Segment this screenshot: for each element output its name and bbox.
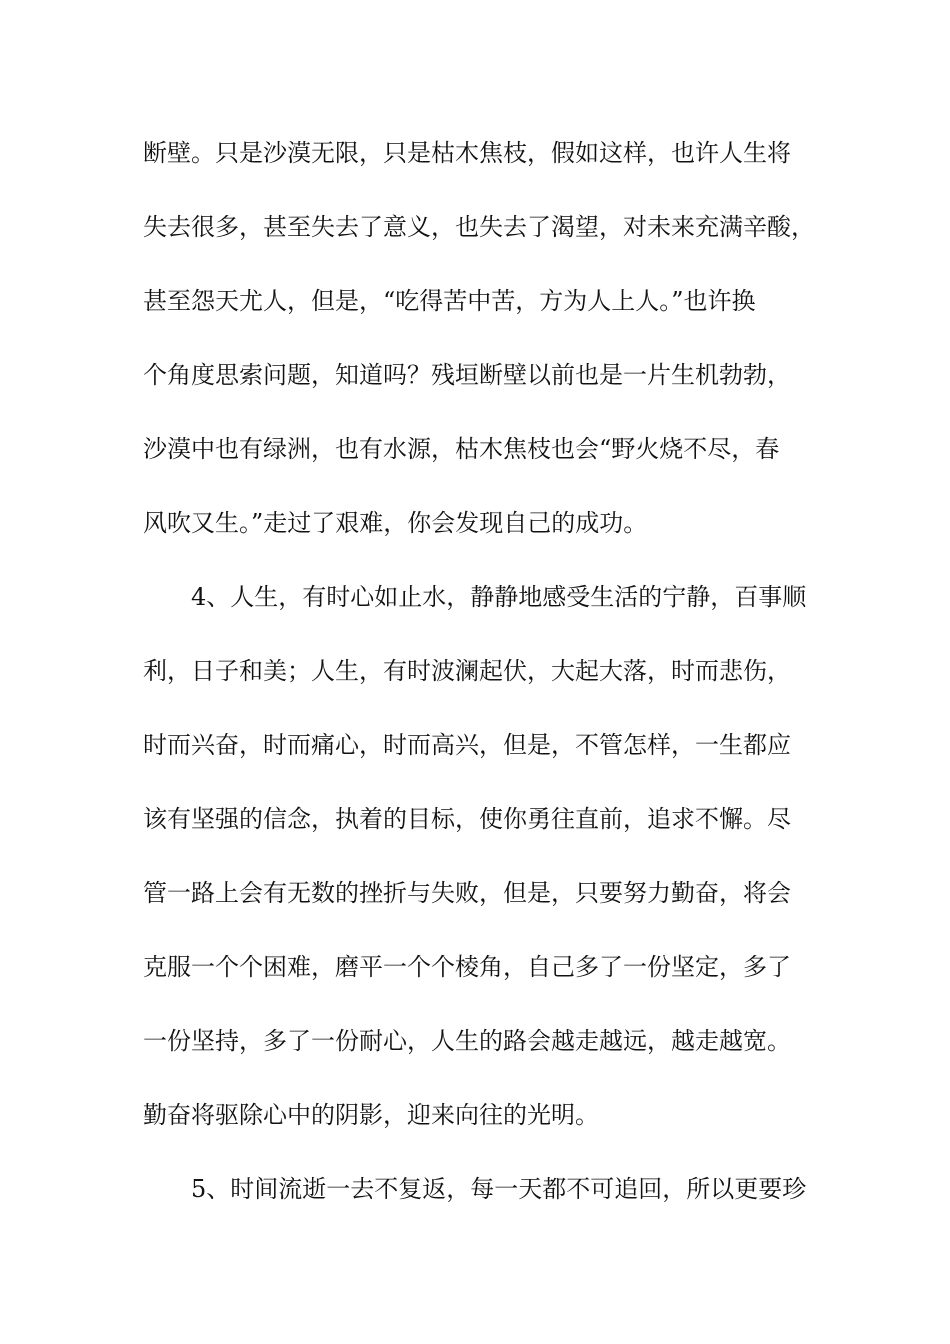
text-line: 断壁。只是沙漠无限，只是枯木焦枝，假如这样，也许人生将 bbox=[143, 139, 791, 167]
text-line: 克服一个个困难，磨平一个个棱角，自己多了一份坚定，多了 bbox=[143, 953, 791, 981]
text-line: 风吹又生。”走过了艰难，你会发现自己的成功。 bbox=[143, 509, 648, 537]
body-text bbox=[143, 129, 843, 1239]
text-line: 勤奋将驱除心中的阴影，迎来向往的光明。 bbox=[143, 1101, 599, 1129]
text-line: 失去很多，甚至失去了意义，也失去了渴望，对未来充满辛酸， bbox=[143, 213, 815, 241]
text-line: 个角度思索问题，知道吗？残垣断壁以前也是一片生机勃勃， bbox=[143, 361, 791, 389]
paragraph-4-start: 4、人生，有时心如止水，静静地感受生活的宁静，百事顺 bbox=[191, 583, 807, 611]
text-line: 利，日子和美；人生，有时波澜起伏，大起大落，时而悲伤， bbox=[143, 657, 791, 685]
text-line: 管一路上会有无数的挫折与失败，但是，只要努力勤奋，将会 bbox=[143, 879, 791, 907]
text-line: 一份坚持，多了一份耐心，人生的路会越走越远，越走越宽。 bbox=[143, 1027, 791, 1055]
text-line: 沙漠中也有绿洲，也有水源，枯木焦枝也会“野火烧不尽，春 bbox=[143, 435, 780, 463]
text-line: 甚至怨天尤人，但是，“吃得苦中苦，方为人上人。”也许换 bbox=[143, 287, 756, 315]
text-line: 时而兴奋，时而痛心，时而高兴，但是，不管怎样，一生都应 bbox=[143, 731, 791, 759]
text-line: 该有坚强的信念，执着的目标，使你勇往直前，追求不懈。尽 bbox=[143, 805, 791, 833]
paragraph-5-start: 5、时间流逝一去不复返，每一天都不可追回，所以更要珍 bbox=[191, 1175, 807, 1203]
